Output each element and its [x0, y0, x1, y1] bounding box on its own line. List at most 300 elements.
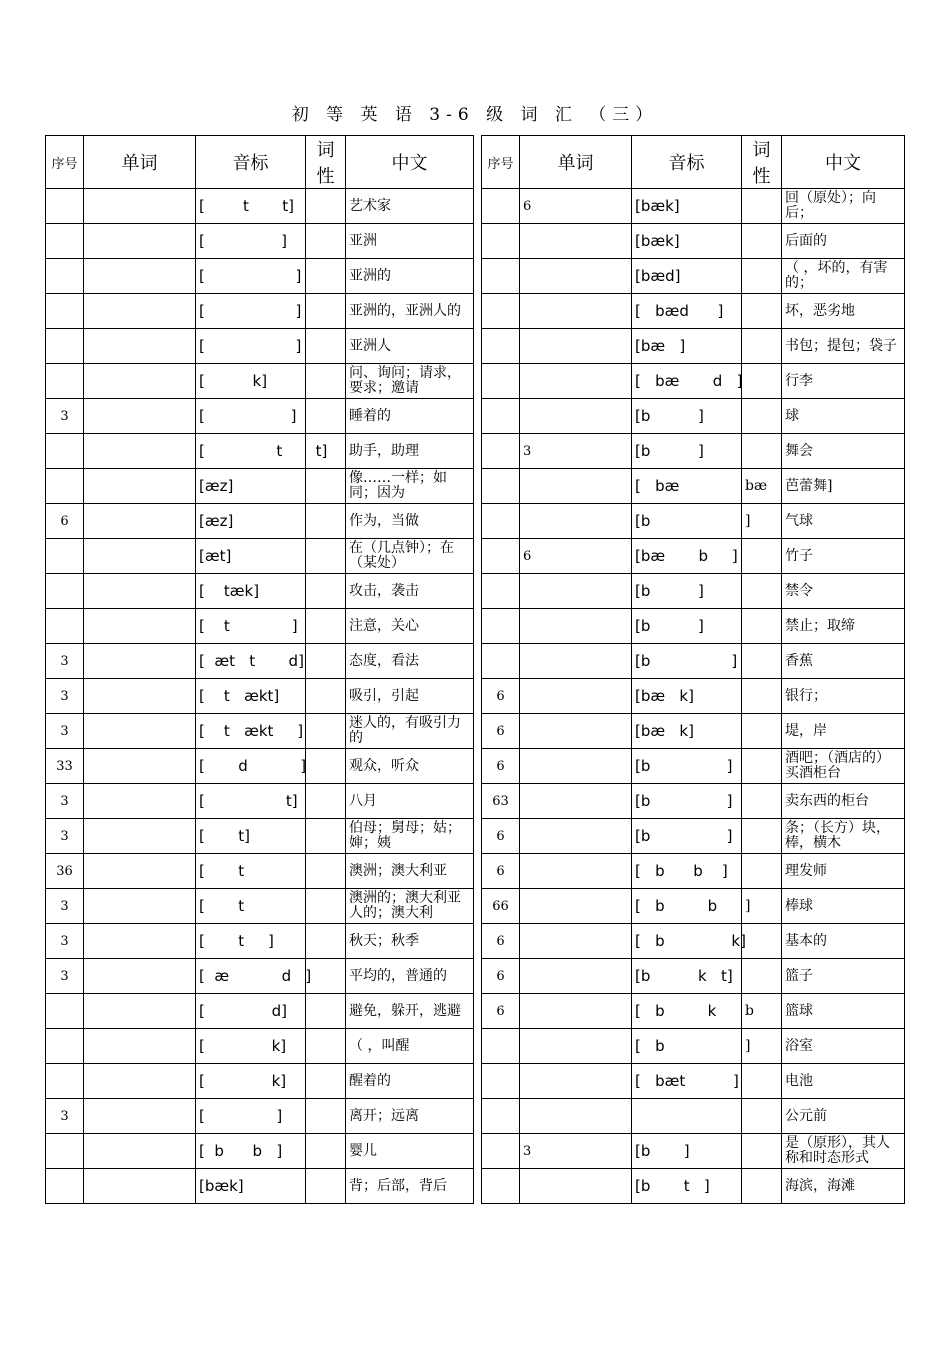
- table-row: [482, 399, 905, 434]
- cell-num: 6: [482, 994, 520, 1029]
- cell-word: [84, 399, 196, 434]
- cell-chinese: 背；后部，背后: [346, 1169, 474, 1204]
- cell-pos: [306, 469, 346, 504]
- cell-pos: [742, 854, 782, 889]
- table-row: [482, 854, 905, 889]
- cell-phonetic: [632, 1099, 742, 1134]
- cell-phonetic: [ tæk]: [196, 574, 306, 609]
- cell-chinese: 澳洲；澳大利亚: [346, 854, 474, 889]
- cell-phonetic: [ b: [632, 1029, 742, 1064]
- cell-pos: [306, 749, 346, 784]
- cell-chinese: 电池: [782, 1064, 905, 1099]
- cell-phonetic: [æt]: [196, 539, 306, 574]
- cell-chinese: 后面的: [782, 224, 905, 259]
- cell-pos: [306, 224, 346, 259]
- cell-word: [84, 294, 196, 329]
- cell-pos: [742, 364, 782, 399]
- cell-phonetic: [ bæd ]: [632, 294, 742, 329]
- cell-phonetic: [ b b: [632, 889, 742, 924]
- table-row: [46, 294, 474, 329]
- cell-word: 3: [520, 434, 632, 469]
- cell-chinese: 香蕉: [782, 644, 905, 679]
- cell-pos: [306, 959, 346, 994]
- cell-num: [482, 504, 520, 539]
- header-pos: 词性: [306, 136, 346, 189]
- table-row: [46, 399, 474, 434]
- cell-num: [46, 1169, 84, 1204]
- cell-phonetic: [b ]: [632, 749, 742, 784]
- cell-word: [84, 1169, 196, 1204]
- cell-num: 6: [482, 749, 520, 784]
- cell-pos: [742, 1134, 782, 1169]
- table-row: [46, 1099, 474, 1134]
- table-row: [482, 259, 905, 294]
- cell-num: [482, 1169, 520, 1204]
- cell-word: [84, 329, 196, 364]
- cell-chinese: 观众，听众: [346, 749, 474, 784]
- cell-num: [46, 364, 84, 399]
- cell-pos: [306, 679, 346, 714]
- cell-phonetic: [ t ækt]: [196, 679, 306, 714]
- table-header-row: [46, 136, 474, 189]
- table-row: [46, 1029, 474, 1064]
- cell-num: [482, 364, 520, 399]
- cell-num: 3: [46, 924, 84, 959]
- table-row: [482, 1134, 905, 1169]
- header-num: 序号: [46, 136, 84, 189]
- cell-chinese: 书包；提包；袋子: [782, 329, 905, 364]
- cell-chinese: 坏，恶劣地: [782, 294, 905, 329]
- table-row: [482, 329, 905, 364]
- cell-pos: [306, 1064, 346, 1099]
- cell-phonetic: [ t ]: [196, 609, 306, 644]
- cell-word: [84, 644, 196, 679]
- cell-num: 3: [46, 644, 84, 679]
- cell-chinese: 迷人的，有吸引力的: [346, 714, 474, 749]
- cell-pos: [742, 1064, 782, 1099]
- cell-phonetic: [bæk]: [632, 189, 742, 224]
- cell-phonetic: [ b k: [632, 994, 742, 1029]
- cell-num: [482, 189, 520, 224]
- cell-phonetic: [ ]: [196, 224, 306, 259]
- cell-pos: ]: [742, 1029, 782, 1064]
- cell-chinese: 亚洲的，亚洲人的: [346, 294, 474, 329]
- header-chinese: 中文: [782, 136, 905, 189]
- cell-phonetic: [bæk]: [632, 224, 742, 259]
- cell-num: [482, 1029, 520, 1064]
- cell-word: [520, 784, 632, 819]
- table-row: [482, 1099, 905, 1134]
- cell-chinese: （ ，坏的，有害的；: [782, 259, 905, 294]
- cell-phonetic: [b ]: [632, 399, 742, 434]
- cell-num: [46, 224, 84, 259]
- cell-phonetic: [ ]: [196, 259, 306, 294]
- cell-pos: [306, 1134, 346, 1169]
- cell-num: [46, 294, 84, 329]
- table-row: [482, 434, 905, 469]
- cell-num: [46, 434, 84, 469]
- cell-chinese: 基本的: [782, 924, 905, 959]
- cell-word: [84, 609, 196, 644]
- cell-chinese: 伯母；舅母；姑；婶；姨: [346, 819, 474, 854]
- cell-num: [482, 644, 520, 679]
- cell-word: [84, 854, 196, 889]
- cell-word: [84, 469, 196, 504]
- cell-pos: [742, 224, 782, 259]
- cell-phonetic: [b ]: [632, 609, 742, 644]
- cell-pos: [306, 504, 346, 539]
- cell-word: [520, 259, 632, 294]
- cell-word: [520, 609, 632, 644]
- cell-word: [84, 714, 196, 749]
- cell-word: [84, 784, 196, 819]
- cell-num: [482, 539, 520, 574]
- cell-phonetic: [bæd]: [632, 259, 742, 294]
- cell-word: [84, 679, 196, 714]
- cell-num: [46, 329, 84, 364]
- cell-pos: [306, 189, 346, 224]
- cell-chinese: 气球: [782, 504, 905, 539]
- cell-chinese: 艺术家: [346, 189, 474, 224]
- cell-word: [520, 889, 632, 924]
- cell-num: 6: [46, 504, 84, 539]
- cell-word: [84, 819, 196, 854]
- cell-word: [84, 749, 196, 784]
- cell-num: 63: [482, 784, 520, 819]
- cell-phonetic: [ æ d ]: [196, 959, 306, 994]
- cell-pos: [742, 959, 782, 994]
- table-row: [482, 294, 905, 329]
- cell-phonetic: [ ]: [196, 1099, 306, 1134]
- cell-num: [482, 259, 520, 294]
- cell-chinese: 球: [782, 399, 905, 434]
- table-row: [482, 189, 905, 224]
- cell-pos: [742, 714, 782, 749]
- header-phonetic: 音标: [632, 136, 742, 189]
- cell-phonetic: [ ]: [196, 329, 306, 364]
- cell-word: [84, 1099, 196, 1134]
- cell-chinese: 助手，助理: [346, 434, 474, 469]
- table-row: [46, 819, 474, 854]
- cell-num: [482, 1064, 520, 1099]
- cell-num: [46, 539, 84, 574]
- cell-phonetic: [ bæ: [632, 469, 742, 504]
- cell-phonetic: [b ]: [632, 434, 742, 469]
- table-row: [46, 679, 474, 714]
- cell-pos: [306, 889, 346, 924]
- table-row: [46, 784, 474, 819]
- table-row: [46, 644, 474, 679]
- cell-num: 3: [46, 959, 84, 994]
- cell-chinese: 舞会: [782, 434, 905, 469]
- cell-pos: ]: [742, 889, 782, 924]
- cell-pos: [306, 329, 346, 364]
- table-row: [46, 924, 474, 959]
- cell-word: [84, 889, 196, 924]
- cell-pos: [306, 784, 346, 819]
- table-row: [482, 539, 905, 574]
- cell-pos: bæ: [742, 469, 782, 504]
- cell-phonetic: [ d ]: [196, 749, 306, 784]
- table-row: [46, 539, 474, 574]
- cell-pos: [742, 539, 782, 574]
- cell-num: [482, 609, 520, 644]
- table-row: [46, 469, 474, 504]
- cell-phonetic: [b k t]: [632, 959, 742, 994]
- header-num: 序号: [482, 136, 520, 189]
- table-row: [482, 504, 905, 539]
- cell-num: [46, 259, 84, 294]
- table-row: [482, 714, 905, 749]
- cell-phonetic: [b ]: [632, 819, 742, 854]
- cell-chinese: 问、询问；请求，要求；邀请: [346, 364, 474, 399]
- header-word: 单词: [520, 136, 632, 189]
- cell-phonetic: [bæ b ]: [632, 539, 742, 574]
- cell-chinese: 回（原处）；向后；: [782, 189, 905, 224]
- cell-num: [482, 574, 520, 609]
- cell-phonetic: [bæ k]: [632, 679, 742, 714]
- vocab-table-left: [45, 135, 474, 1204]
- cell-phonetic: [b ]: [632, 574, 742, 609]
- cell-chinese: 攻击，袭击: [346, 574, 474, 609]
- cell-pos: [742, 1169, 782, 1204]
- cell-word: [520, 469, 632, 504]
- cell-pos: [306, 574, 346, 609]
- cell-phonetic: [ k]: [196, 364, 306, 399]
- cell-num: [46, 1134, 84, 1169]
- cell-word: [84, 259, 196, 294]
- cell-chinese: 堤，岸: [782, 714, 905, 749]
- cell-word: [520, 224, 632, 259]
- table-row: [46, 714, 474, 749]
- table-row: [482, 364, 905, 399]
- cell-chinese: 亚洲的: [346, 259, 474, 294]
- cell-chinese: 公元前: [782, 1099, 905, 1134]
- table-row: [482, 469, 905, 504]
- cell-word: [520, 644, 632, 679]
- table-row: [46, 1064, 474, 1099]
- cell-chinese: 注意，关心: [346, 609, 474, 644]
- cell-chinese: 海滨，海滩: [782, 1169, 905, 1204]
- cell-phonetic: [ t ]: [196, 924, 306, 959]
- cell-num: 6: [482, 959, 520, 994]
- table-row: [482, 1064, 905, 1099]
- cell-num: [482, 294, 520, 329]
- cell-num: 6: [482, 854, 520, 889]
- cell-num: 6: [482, 819, 520, 854]
- cell-word: 6: [520, 189, 632, 224]
- cell-chinese: 浴室: [782, 1029, 905, 1064]
- header-chinese: 中文: [346, 136, 474, 189]
- cell-pos: [306, 1169, 346, 1204]
- cell-phonetic: [ b b ]: [196, 1134, 306, 1169]
- cell-pos: [306, 924, 346, 959]
- table-row: [482, 889, 905, 924]
- cell-chinese: 婴儿: [346, 1134, 474, 1169]
- cell-word: [520, 294, 632, 329]
- header-word: 单词: [84, 136, 196, 189]
- table-row: [46, 854, 474, 889]
- cell-word: [84, 224, 196, 259]
- table-header-row: [482, 136, 905, 189]
- cell-num: 3: [46, 889, 84, 924]
- cell-chinese: 银行；: [782, 679, 905, 714]
- cell-pos: [742, 1099, 782, 1134]
- cell-num: [46, 189, 84, 224]
- cell-num: 6: [482, 714, 520, 749]
- cell-num: 6: [482, 924, 520, 959]
- cell-num: [46, 574, 84, 609]
- table-row: [482, 784, 905, 819]
- table-row: [46, 504, 474, 539]
- table-row: [482, 994, 905, 1029]
- table-row: [46, 329, 474, 364]
- cell-word: [520, 959, 632, 994]
- cell-word: [84, 1134, 196, 1169]
- table-row: [482, 749, 905, 784]
- cell-num: 3: [46, 399, 84, 434]
- cell-chinese: 酒吧；（酒店的）买酒柜台: [782, 749, 905, 784]
- cell-chinese: 亚洲: [346, 224, 474, 259]
- cell-num: [46, 609, 84, 644]
- table-row: [482, 224, 905, 259]
- cell-phonetic: [b ]: [632, 644, 742, 679]
- table-row: [46, 224, 474, 259]
- table-row: [482, 1029, 905, 1064]
- cell-chinese: 像……一样；如同；因为: [346, 469, 474, 504]
- vocab-table-right: [481, 135, 905, 1204]
- table-row: [46, 1134, 474, 1169]
- cell-pos: [306, 294, 346, 329]
- cell-phonetic: [ t: [196, 889, 306, 924]
- cell-pos: b: [742, 994, 782, 1029]
- cell-word: [84, 364, 196, 399]
- cell-phonetic: [b t ]: [632, 1169, 742, 1204]
- cell-phonetic: [ t: [196, 854, 306, 889]
- cell-word: [520, 994, 632, 1029]
- cell-word: [84, 1029, 196, 1064]
- cell-phonetic: [ k]: [196, 1029, 306, 1064]
- table-row: [46, 259, 474, 294]
- cell-num: 6: [482, 679, 520, 714]
- cell-word: [520, 1064, 632, 1099]
- cell-phonetic: [ b k]: [632, 924, 742, 959]
- cell-chinese: （ ，叫醒: [346, 1029, 474, 1064]
- cell-chinese: 在（几点钟）；在（某处）: [346, 539, 474, 574]
- cell-pos: [306, 259, 346, 294]
- table-row: [46, 889, 474, 924]
- cell-word: [84, 959, 196, 994]
- cell-pos: [742, 819, 782, 854]
- cell-chinese: 竹子: [782, 539, 905, 574]
- cell-word: [84, 539, 196, 574]
- cell-chinese: 是（原形），其人称和时态形式: [782, 1134, 905, 1169]
- cell-pos: [742, 434, 782, 469]
- cell-word: [520, 854, 632, 889]
- table-row: [482, 679, 905, 714]
- cell-phonetic: [ ]: [196, 294, 306, 329]
- table-row: [46, 749, 474, 784]
- cell-chinese: 篮球: [782, 994, 905, 1029]
- cell-num: 3: [46, 714, 84, 749]
- cell-phonetic: [ t]: [196, 784, 306, 819]
- cell-pos: [742, 574, 782, 609]
- cell-num: 3: [46, 819, 84, 854]
- table-body-left: [46, 189, 474, 1204]
- header-pos: 词性: [742, 136, 782, 189]
- cell-word: [84, 574, 196, 609]
- cell-word: [520, 364, 632, 399]
- cell-pos: [742, 644, 782, 679]
- cell-word: [520, 1169, 632, 1204]
- cell-chinese: 条；（长方）块，棒，横木: [782, 819, 905, 854]
- table-row: [46, 189, 474, 224]
- cell-chinese: 八月: [346, 784, 474, 819]
- cell-word: [520, 504, 632, 539]
- cell-word: [84, 189, 196, 224]
- cell-chinese: 篮子: [782, 959, 905, 994]
- cell-chinese: 态度，看法: [346, 644, 474, 679]
- cell-word: [520, 329, 632, 364]
- cell-word: [520, 749, 632, 784]
- cell-pos: ]: [742, 504, 782, 539]
- cell-word: [520, 679, 632, 714]
- cell-chinese: 卖东西的柜台: [782, 784, 905, 819]
- table-row: [482, 574, 905, 609]
- cell-num: [46, 994, 84, 1029]
- cell-phonetic: [b ]: [632, 1134, 742, 1169]
- cell-num: [482, 469, 520, 504]
- cell-chinese: 芭蕾舞]: [782, 469, 905, 504]
- cell-pos: [306, 994, 346, 1029]
- cell-chinese: 离开；远离: [346, 1099, 474, 1134]
- cell-phonetic: [bæ k]: [632, 714, 742, 749]
- cell-num: 33: [46, 749, 84, 784]
- cell-pos: [742, 189, 782, 224]
- cell-chinese: 理发师: [782, 854, 905, 889]
- table-row: [482, 644, 905, 679]
- cell-chinese: 棒球: [782, 889, 905, 924]
- cell-phonetic: [ t t]: [196, 189, 306, 224]
- cell-chinese: 睡着的: [346, 399, 474, 434]
- cell-phonetic: [ k]: [196, 1064, 306, 1099]
- cell-pos: [742, 399, 782, 434]
- table-row: [482, 819, 905, 854]
- cell-pos: [306, 1029, 346, 1064]
- cell-num: [482, 329, 520, 364]
- cell-pos: [742, 679, 782, 714]
- cell-phonetic: [ t]: [196, 819, 306, 854]
- table-row: [46, 364, 474, 399]
- cell-num: [482, 1099, 520, 1134]
- table-row: [482, 924, 905, 959]
- table-row: [46, 959, 474, 994]
- cell-phonetic: [ ]: [196, 399, 306, 434]
- table-row: [46, 434, 474, 469]
- cell-phonetic: [bæk]: [196, 1169, 306, 1204]
- table-row: [46, 1169, 474, 1204]
- cell-num: 66: [482, 889, 520, 924]
- cell-pos: [306, 539, 346, 574]
- cell-word: [520, 924, 632, 959]
- cell-pos: [742, 784, 782, 819]
- cell-word: [520, 1029, 632, 1064]
- cell-chinese: 澳洲的；澳大利亚人的；澳大利: [346, 889, 474, 924]
- cell-pos: [742, 294, 782, 329]
- cell-chinese: 作为，当做: [346, 504, 474, 539]
- cell-word: [84, 504, 196, 539]
- table-row: [482, 609, 905, 644]
